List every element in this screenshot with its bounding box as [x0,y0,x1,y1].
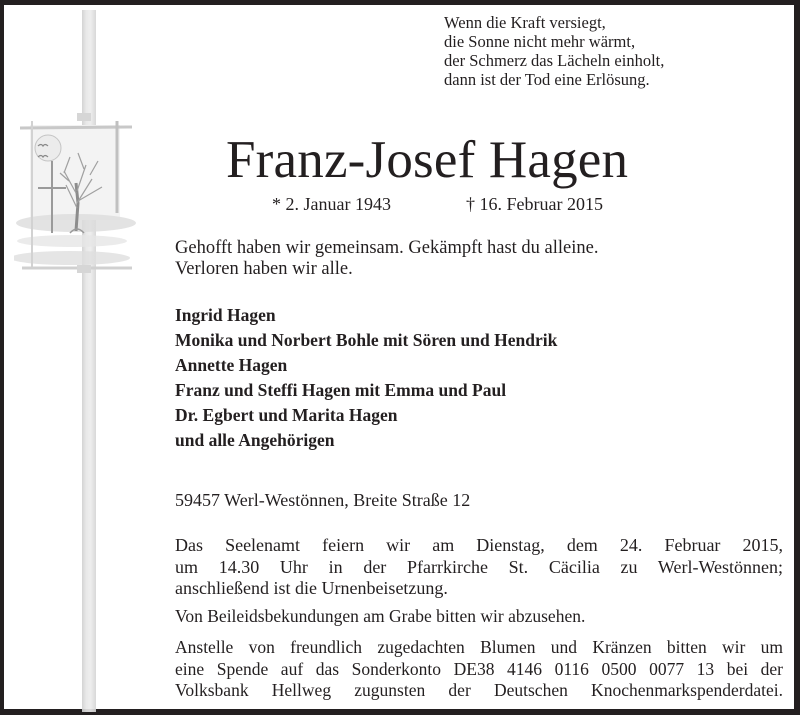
mourners-list [175,303,775,453]
mourner: Ingrid Hagen [175,305,276,325]
donation-line: Volksbank Hellweg zugunsten der Deutschen Knochenmarkspenderdatei. [175,680,783,700]
mourner: Monika und Norbert Bohle mit Sören und Hendrik [175,330,558,350]
poem [444,13,744,89]
motto-line: Verloren haben wir alle. [175,259,353,279]
motto-line: Gehofft haben wir gemeinsam. Gekämpft hast du alleine. [175,238,599,258]
tree-cross-illustration [14,113,139,273]
poem-line: dann ist der Tod eine Erlösung. [444,70,650,89]
donation-line: Anstelle von freundlich zugedachten Blumen und Kränzen bitten wir um [175,637,783,657]
service-line: um 14.30 Uhr in der Pfarrkirche St. Cäcilia zu Werl-Westönnen; [175,556,783,577]
poem-line: Wenn die Kraft versiegt, [444,13,606,32]
mourner: und alle Angehörigen [175,430,335,450]
deceased-name: Franz-Josef Hagen [226,131,629,189]
motto [175,238,775,280]
birth-date: * 2. Januar 1943 [272,194,391,214]
donation-request [175,637,783,702]
donation-line: eine Spende auf das Sonderkonto DE38 4146 0116 0500 0077 13 bei der [175,658,783,679]
service-line: anschließend ist die Urnenbeisetzung. [175,578,448,598]
service-line: Das Seelenamt feiern wir am Dienstag, dem 24. Februar 2015, [175,535,783,555]
condolence-note: Von Beileidsbekundungen am Grabe bitten wir abzusehen. [175,606,586,626]
poem-line: die Sonne nicht mehr wärmt, [444,32,636,51]
death-date: † 16. Februar 2015 [466,194,603,214]
mourner: Annette Hagen [175,355,288,375]
tree-cross-icon [14,113,139,273]
mourner: Dr. Egbert und Marita Hagen [175,405,398,425]
poem-line: der Schmerz das Lächeln einholt, [444,51,665,70]
service-info [175,535,783,600]
address: 59457 Werl-Westönnen, Breite Straße 12 [175,490,471,510]
mourner: Franz und Steffi Hagen mit Emma und Paul [175,380,507,400]
